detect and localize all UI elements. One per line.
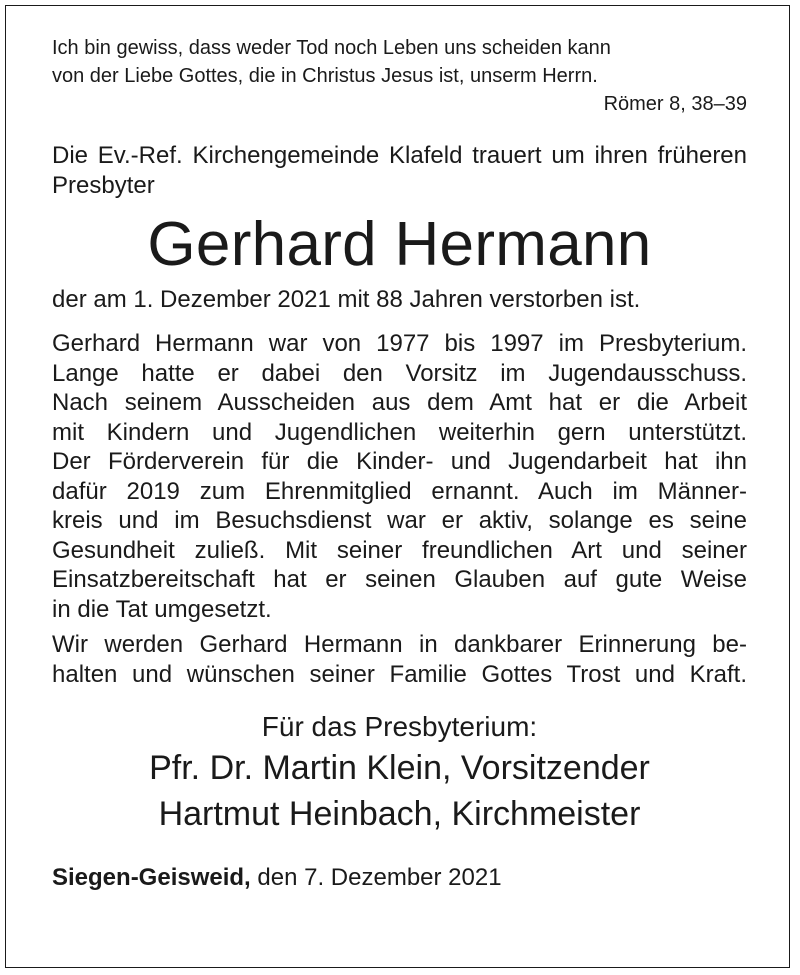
obituary-content — [52, 34, 747, 893]
biography-line: Der Förderverein für die Kinder- und Jugendarbeit hat ihn — [52, 448, 747, 475]
biography-line: Gerhard Hermann war von 1977 bis 1997 im Presbyterium. — [52, 330, 747, 357]
signer-chairman: Pfr. Dr. Martin Klein, Vorsitzender — [149, 749, 650, 787]
place-name: Siegen-Geisweid, — [52, 864, 251, 891]
place-date-line — [52, 863, 747, 893]
closing-paragraph — [52, 630, 747, 689]
biography-paragraph — [52, 329, 747, 624]
verse-reference: Römer 8, 38–39 — [603, 93, 747, 115]
notice-date: den 7. Dezember 2021 — [257, 864, 502, 891]
intro-text: Die Ev.-Ref. Kirchengemeinde Klafeld trauert um ihren früheren Presbyter — [52, 142, 747, 199]
biography-line: in die Tat umgesetzt. — [52, 595, 272, 623]
biography-line: Lange hatte er dabei den Vorsitz im Jugendausschuss. — [52, 359, 747, 387]
biography-line: dafür 2019 zum Ehrenmitglied ernannt. Auch im Männer- — [52, 477, 747, 505]
closing-line: Wir werden Gerhard Hermann in dankbarer Erinnerung be- — [52, 631, 747, 658]
biography-line: mit Kindern und Jugendlichen weiterhin gern unterstützt. — [52, 418, 747, 446]
biography-line: Gesundheit zuließ. Mit seiner freundlichen Art und seiner — [52, 536, 747, 564]
verse-line: von der Liebe Gottes, die in Christus Jesus ist, unserm Herrn. — [52, 65, 598, 87]
signer-church-warden: Hartmut Heinbach, Kirchmeister — [158, 795, 641, 833]
signoff-block — [52, 709, 747, 837]
biography-line: kreis und im Besuchsdienst war er aktiv, solange es seine — [52, 507, 747, 534]
biography-line: Nach seinem Ausscheiden aus dem Amt hat er die Arbeit — [52, 389, 747, 416]
death-notice: der am 1. Dezember 2021 mit 88 Jahren verstorben ist. — [52, 286, 641, 313]
bible-verse — [52, 34, 747, 90]
signoff-heading: Für das Presbyterium: — [261, 711, 538, 742]
biography-line: Einsatzbereitschaft hat er seinen Glauben auf gute Weise — [52, 566, 747, 593]
verse-line: Ich bin gewiss, dass weder Tod noch Leben uns scheiden kann — [52, 37, 611, 59]
closing-line: halten und wünschen seiner Familie Gottes Trost und Kraft. — [52, 660, 747, 688]
deceased-name: Gerhard Hermann — [147, 210, 652, 279]
